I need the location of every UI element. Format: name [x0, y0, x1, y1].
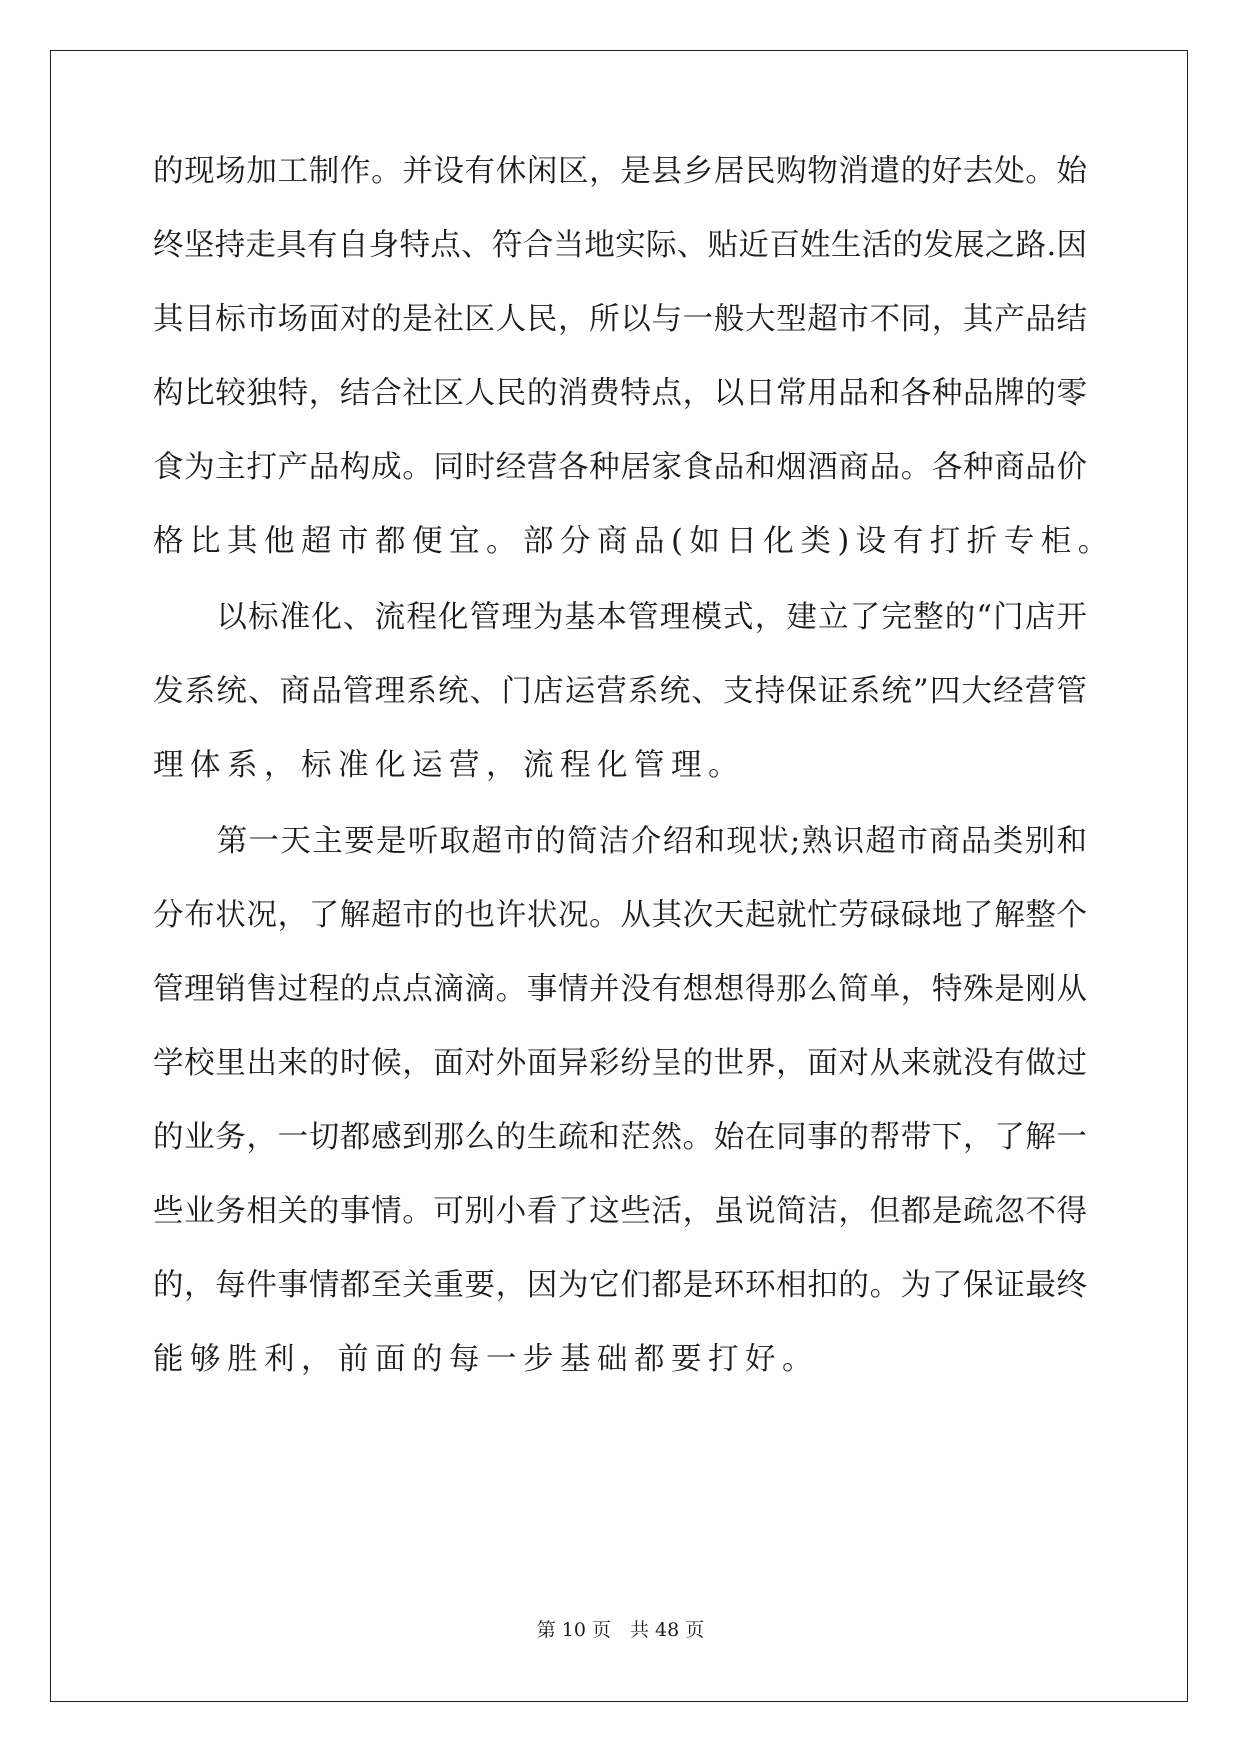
- page-number: 第 10 页 共 48 页: [536, 1619, 705, 1641]
- text-line: 理体系，标准化运营，流程化管理。: [153, 748, 745, 783]
- text-line: 些业务相关的事情。可别小看了这些活，虽说简洁，但都是疏忽不得: [153, 1194, 1087, 1229]
- text-line: 构比较独特，结合社区人民的消费特点，以日常用品和各种品牌的零: [153, 376, 1087, 411]
- text-line: 以标准化、流程化管理为基本管理模式，建立了完整的“门店开: [153, 600, 1087, 635]
- text-line: 第一天主要是听取超市的简洁介绍和现状;熟识超市商品类别和: [153, 824, 1087, 859]
- text-line: 的，每件事情都至关重要，因为它们都是环环相扣的。为了保证最终: [153, 1268, 1087, 1303]
- text-line: 管理销售过程的点点滴滴。事情并没有想想得那么简单，特殊是刚从: [153, 972, 1087, 1007]
- text-line: 分布状况，了解超市的也许状况。从其次天起就忙劳碌碌地了解整个: [153, 898, 1087, 933]
- text-line: 能够胜利，前面的每一步基础都要打好。: [153, 1342, 819, 1377]
- text-line: 发系统、商品管理系统、门店运营系统、支持保证系统”四大经营管: [153, 674, 1087, 709]
- text-line: 的业务，一切都感到那么的生疏和茫然。始在同事的帮带下，了解一: [153, 1120, 1087, 1155]
- text-line: 终坚持走具有自身特点、符合当地实际、贴近百姓生活的发展之路.因: [153, 228, 1087, 263]
- text-line: 学校里出来的时候，面对外面异彩纷呈的世界，面对从来就没有做过: [153, 1046, 1087, 1081]
- text-line: 格比其他超市都便宜。部分商品(如日化类)设有打折专柜。: [153, 524, 1115, 559]
- text-line: 食为主打产品构成。同时经营各种居家食品和烟酒商品。各种商品价: [153, 450, 1087, 485]
- text-line: 其目标市场面对的是社区人民，所以与一般大型超市不同，其产品结: [153, 302, 1087, 337]
- text-line: 的现场加工制作。并设有休闲区，是县乡居民购物消遣的好去处。始: [153, 154, 1087, 189]
